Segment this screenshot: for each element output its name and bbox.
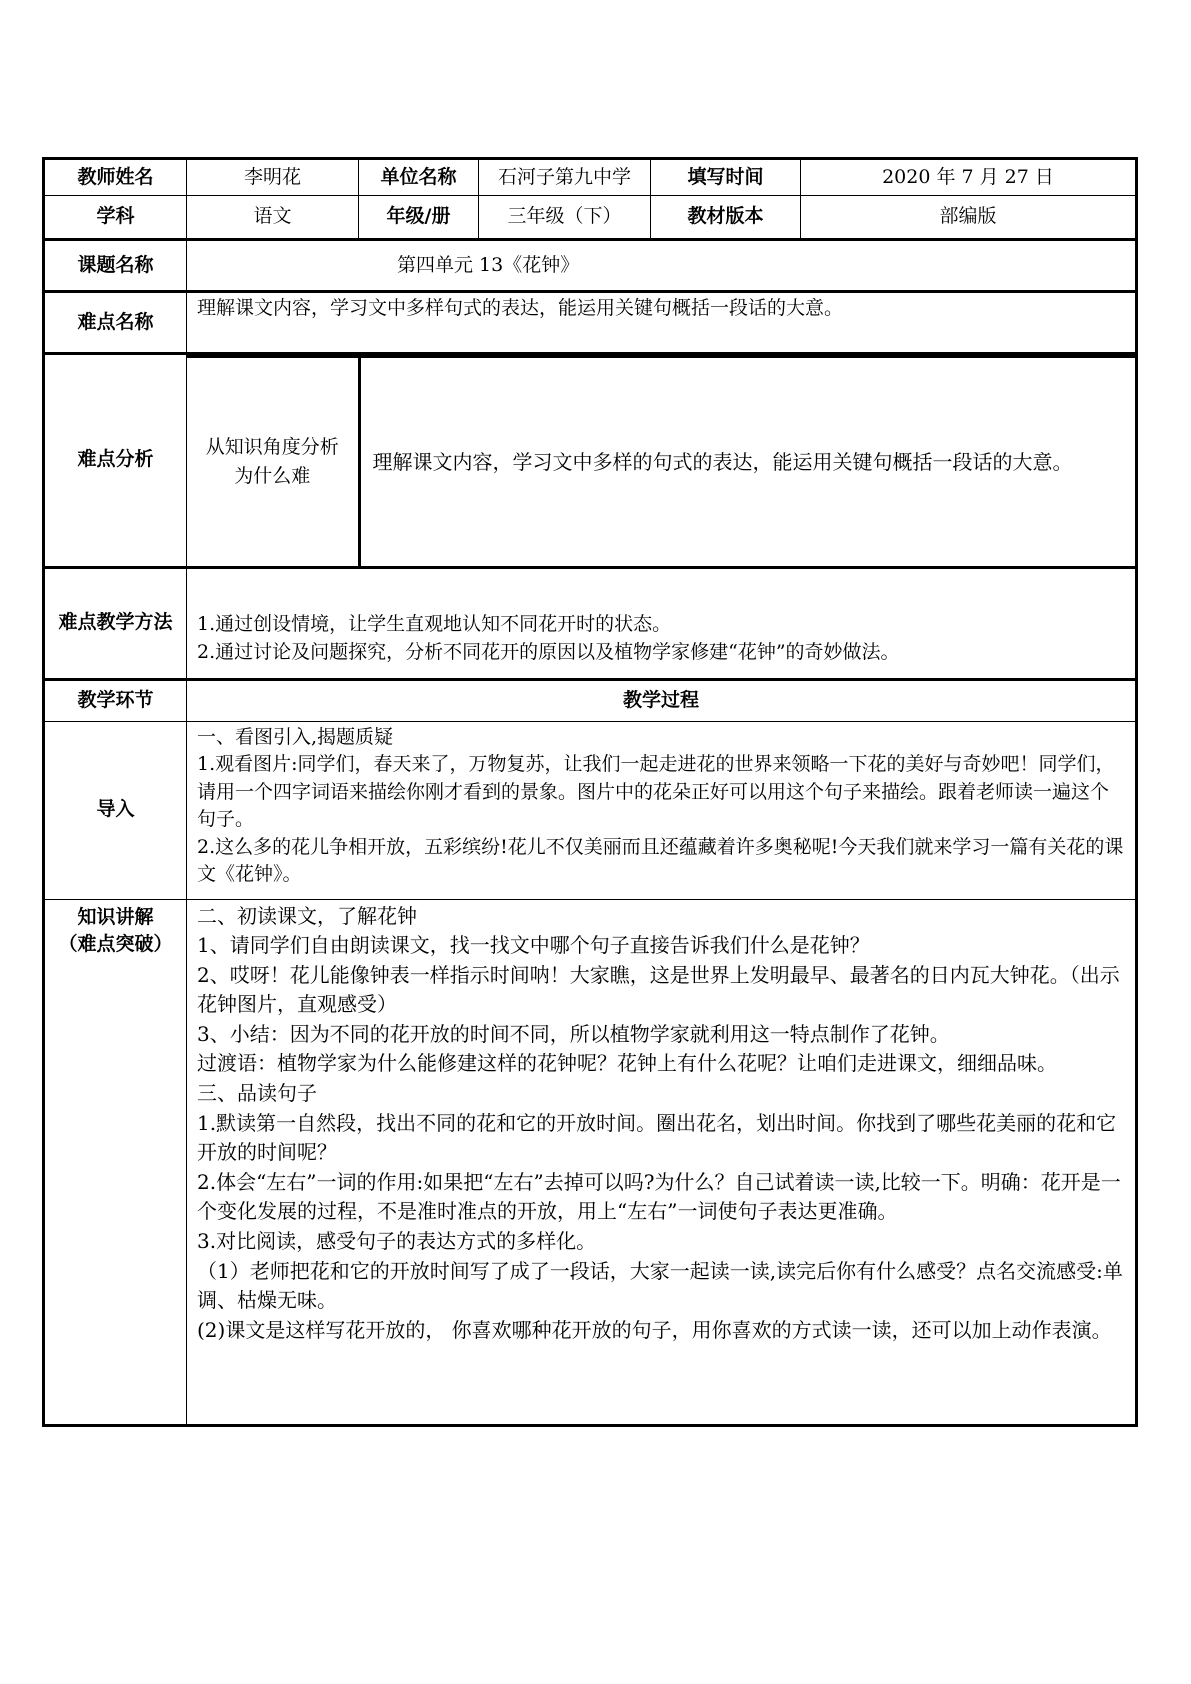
subject-label: 学科 <box>44 196 187 240</box>
method-line-1: 1.通过创设情境，让学生直观地认知不同花开时的状态。 <box>197 613 672 636</box>
method-label: 难点教学方法 <box>44 567 187 679</box>
method-row <box>44 567 1137 679</box>
grade-label: 年级/册 <box>359 196 479 240</box>
difficulty-label: 难点名称 <box>44 292 187 354</box>
teacher-value: 李明花 <box>187 159 359 196</box>
analysis-sub-label: 从知识角度分析为什么难 <box>187 357 359 566</box>
method-content <box>187 567 1137 679</box>
difficulty-row <box>44 292 1137 354</box>
stage-label: 教学环节 <box>44 679 187 721</box>
intro-line-2: 1.观看图片:同学们，春天来了，万物复苏，让我们一起走进花的世界来领略一下花的美好与奇妙吧！同学们，请用一个四字词语来描绘你刚才看到的景象。图片中的花朵正好可以用这个句子来描绘。跟着老师读一遍这个句子。 <box>197 753 1115 831</box>
edition-label: 教材版本 <box>651 196 801 240</box>
analysis-row <box>44 354 1137 568</box>
knowledge-label-line-1: 知识讲解 <box>77 905 154 928</box>
header-row-1 <box>44 159 1137 196</box>
intro-line-3: 2.这么多的花儿争相开放，五彩缤纷!花儿不仅美丽而且还蕴藏着许多奥秘呢!今天我们就来学习一篇有关花的课文《花钟》。 <box>197 835 1124 886</box>
knowledge-line-11: (2)课文是这样写花开放的， 你喜欢哪种花开放的句子，用你喜欢的方式读一读，还可以加上动作表演。 <box>197 1317 1112 1342</box>
analysis-label: 难点分析 <box>44 354 187 568</box>
unit-label: 单位名称 <box>359 159 479 196</box>
knowledge-line-8: 2.体会“左右”一词的作用:如果把“左右”去掉可以吗?为什么？自己试着读一读,比较一下。明确：花开是一个变化发展的过程，不是准时准点的开放，用上“左右”一词使句子表达更准确。 <box>197 1169 1121 1224</box>
knowledge-line-4: 3、小结：因为不同的花开放的时间不同，所以植物学家就利用这一特点制作了花钟。 <box>197 1021 950 1046</box>
knowledge-content <box>187 899 1137 1425</box>
knowledge-label-line-2: （难点突破） <box>58 933 173 956</box>
topic-label: 课题名称 <box>44 240 187 292</box>
process-label: 教学过程 <box>187 679 1137 721</box>
edition-value: 部编版 <box>801 196 1137 240</box>
knowledge-line-10: （1）老师把花和它的开放时间写了成了一段话，大家一起读一读,读完后你有什么感受？点名交流感受:单调、枯燥无味。 <box>197 1258 1123 1313</box>
grade-value: 三年级（下） <box>479 196 651 240</box>
topic-row <box>44 240 1137 292</box>
lesson-plan-table <box>42 157 1138 1427</box>
knowledge-line-5: 过渡语：植物学家为什么能修建这样的花钟呢？花钟上有什么花呢？让咱们走进课文，细细品味。 <box>197 1051 1057 1076</box>
knowledge-line-9: 3.对比阅读，感受句子的表达方式的多样化。 <box>197 1229 597 1254</box>
date-label: 填写时间 <box>651 159 801 196</box>
topic-value: 第四单元 13《花钟》 <box>187 240 1137 292</box>
knowledge-line-6: 三、品读句子 <box>197 1081 317 1106</box>
analysis-value: 理解课文内容，学习文中多样的句式的表达，能运用关键句概括一段话的大意。 <box>359 357 1135 566</box>
teacher-label: 教师姓名 <box>44 159 187 196</box>
knowledge-row <box>44 899 1137 1425</box>
knowledge-line-7: 1.默读第一自然段，找出不同的花和它的开放时间。圈出花名，划出时间。你找到了哪些花美丽的花和它开放的时间呢？ <box>197 1110 1117 1165</box>
date-value: 2020 年 7 月 27 日 <box>801 159 1137 196</box>
intro-row <box>44 721 1137 899</box>
unit-value: 石河子第九中学 <box>479 159 651 196</box>
intro-content <box>187 721 1137 899</box>
process-header-row <box>44 679 1137 721</box>
intro-line-1: 一、看图引入,揭题质疑 <box>197 725 394 748</box>
knowledge-line-3: 2、哎呀！花儿能像钟表一样指示时间呐！大家瞧，这是世界上发明最早、最著名的日内瓦大钟花。（出示花钟图片，直观感受） <box>197 962 1120 1017</box>
intro-label: 导入 <box>44 721 187 899</box>
method-line-2: 2.通过讨论及问题探究，分析不同花开的原因以及植物学家修建“花钟”的奇妙做法。 <box>197 641 900 663</box>
header-row-2 <box>44 196 1137 240</box>
subject-value: 语文 <box>187 196 359 240</box>
difficulty-value: 理解课文内容，学习文中多样句式的表达，能运用关键句概括一段话的大意。 <box>187 292 1137 354</box>
knowledge-label <box>44 899 187 1425</box>
analysis-inner <box>187 355 1135 566</box>
knowledge-line-2: 1、请同学们自由朗读课文，找一找文中哪个句子直接告诉我们什么是花钟？ <box>197 933 870 958</box>
knowledge-line-1: 二、初读课文，了解花钟 <box>197 903 417 928</box>
